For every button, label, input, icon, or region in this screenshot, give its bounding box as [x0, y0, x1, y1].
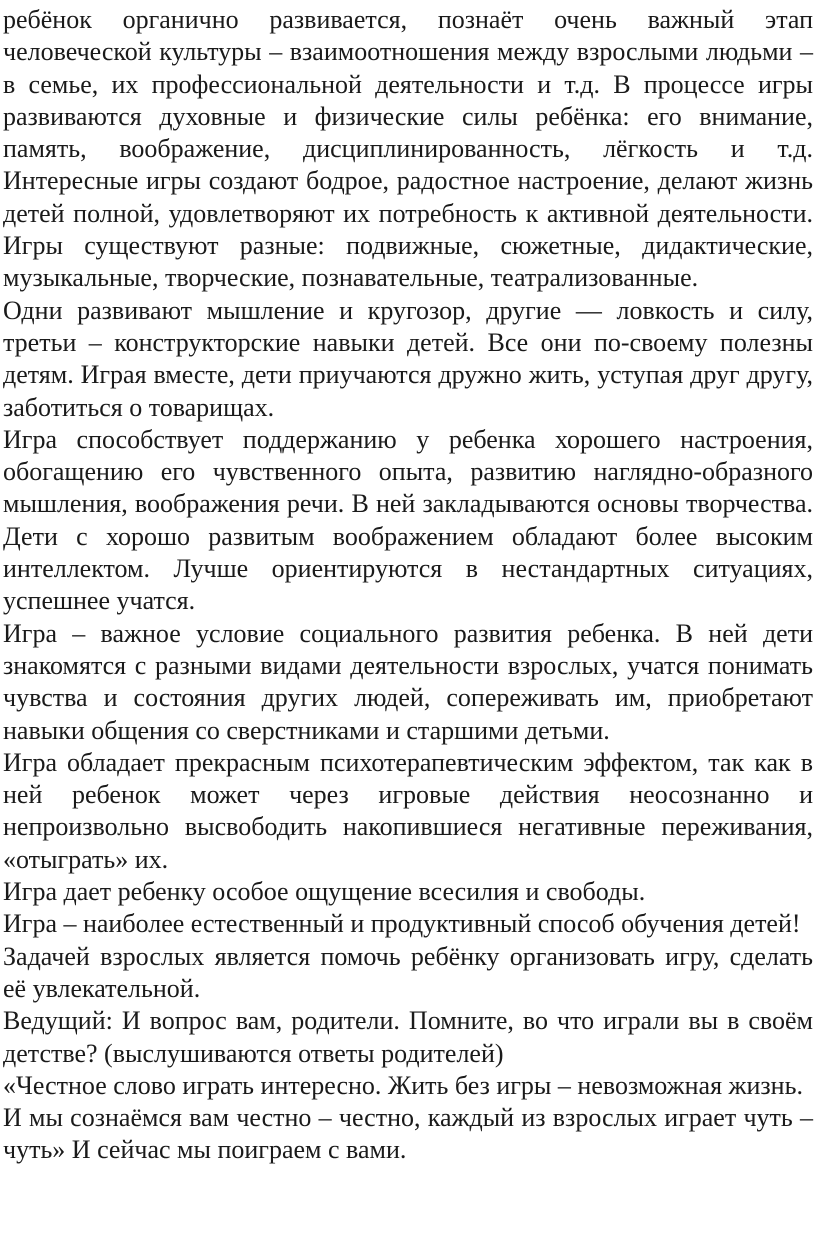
paragraph-social-development: Игра – важное условие социального развития ребенка. В ней дети знакомятся с разными видами деятельности взрослых, учатся понимать чувства и состояния других людей, сопереживать им, приобретают навыки общения со сверстниками и старшими детьми. — [3, 618, 813, 745]
paragraph-game-types: Одни развивают мышление и кругозор, другие — ловкость и силу, третьи – конструкторские навыки детей. Все они по-своему полезны детям. Играя вместе, дети приучаются дружно жить, уступая друг другу, заботиться о товарищах. — [3, 295, 813, 422]
paragraph-psychotherapy: Игра обладает прекрасным психотерапевтическим эффектом, так как в ней ребенок может через игровые действия неосознанно и непроизвольно высвободить накопившиеся негативные переживания, «отыграть» их. — [3, 747, 813, 874]
paragraph-mood-imagination: Игра способствует поддержанию у ребенка хорошего настроения, обогащению его чувственного опыта, развитию наглядно-образного мышления, воображения речи. В ней закладываются основы творчества. Дети с хорошо развитым воображением обладают более высоким интеллектом. Лучше ориентируются в нестандартных ситуациях, успешнее учатся. — [3, 424, 813, 616]
paragraph-host-question: Ведущий: И вопрос вам, родители. Помните, во что играли вы в своём детстве? (выслушиваются ответы родителей) — [3, 1006, 813, 1068]
paragraph-quote-end: И мы сознаёмся вам честно – честно, каждый из взрослых играет чуть – чуть» И сейчас мы поиграем с вами. — [3, 1103, 813, 1165]
paragraph-child-development: ребёнок органично развивается, познаёт очень важный этап человеческой культуры – взаимоотношения между взрослыми людьми – в семье, их профессиональной деятельности и т.д. В процессе игры развиваются духовные и физические силы ребёнка: его внимание, память, воображение, дисциплинированность, лёгкость и т.д. Интересные игры создают бодрое, радостное настроение, делают жизнь детей полной, удовлетворяют их потребность к активной деятельности. Игры существуют разные: подвижные, сюжетные, дидактические, музыкальные, творческие, познавательные, театрализованные. — [3, 5, 813, 293]
paragraph-freedom: Игра дает ребенку особое ощущение всесилия и свободы. — [3, 877, 646, 907]
paragraph-adults-task: Задачей взрослых является помочь ребёнку организовать игру, сделать её увлекательной. — [3, 941, 813, 1003]
paragraph-learning: Игра – наиболее естественный и продуктивный способ обучения детей! — [3, 909, 801, 939]
paragraph-quote-start: «Честное слово играть интересно. Жить без игры – невозможная жизнь. — [3, 1070, 803, 1100]
